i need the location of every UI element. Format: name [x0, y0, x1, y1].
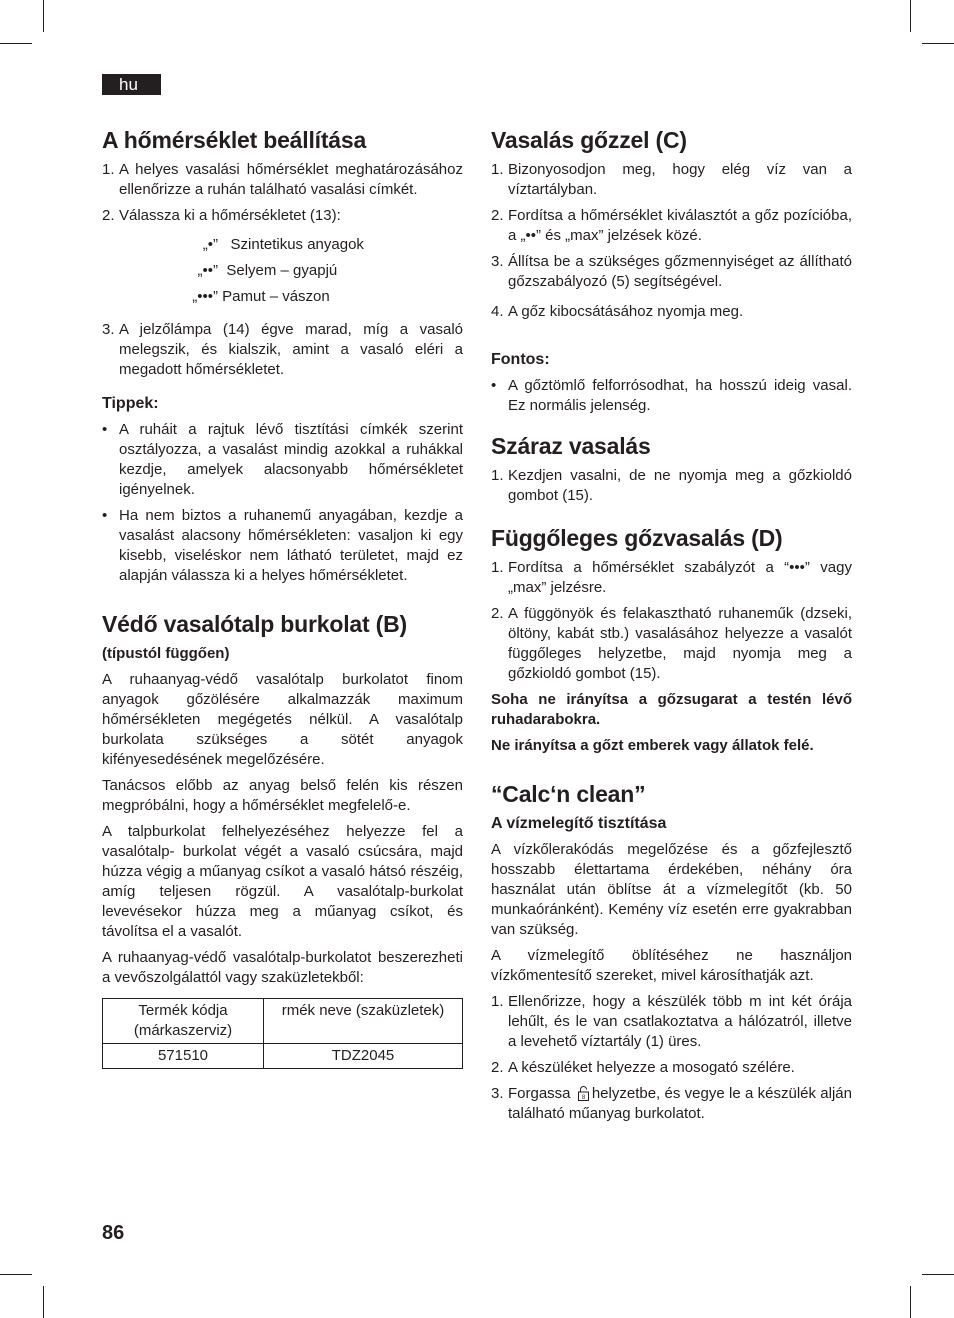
- tips-title: Tippek:: [102, 395, 159, 412]
- crop-mark: [922, 43, 954, 44]
- table-cell: TDZ2045: [264, 1044, 463, 1069]
- section-subtitle: A vízmelegítő tisztítása: [491, 815, 667, 832]
- crop-mark: [0, 43, 32, 44]
- table-header-row: [103, 999, 463, 1044]
- dot-symbol: „••”: [197, 262, 218, 279]
- list-item: 2. A készüléket helyezze a mosogató szélére.: [491, 1059, 795, 1076]
- product-table: [102, 998, 463, 1069]
- paragraph: A vízmelegítő öblítéséhez ne használjon vízkőmentesítő szereket, mivel károsíthatják azt.: [491, 947, 852, 984]
- svg-text:8: 8: [581, 1095, 586, 1101]
- crop-mark: [910, 0, 911, 32]
- setting-row: [102, 258, 463, 284]
- dry-steps: [491, 466, 852, 506]
- left-column: [102, 124, 463, 1069]
- paragraph: A vízkőlerakódás megelőzése és a gőzfejlesztő hosszabb élettartama érdekében, néhány óra használat után öblítse át a vízmelegítőt (kb. 50 munkaóránként). Kemény víz esetén erre gyakrabban van szükség.: [491, 841, 852, 938]
- dot-symbol: „•••”: [192, 288, 218, 305]
- list-item: 2. Fordítsa a hőmérséklet kiválasztót a gőz pozícióba, a „••” és „max” jelzések közé.: [491, 207, 852, 244]
- list-item: • A ruháit a rajtuk lévő tisztítási címkék szerint osztályozza, a vasalást mindig azokkal a ruhákkal kezdje, amelyek alacsonyabb hőmérsékletet igényelnek.: [102, 421, 463, 498]
- list-item: • A gőztömlő felforrósodhat, ha hosszú ideig vasal. Ez normális jelenség.: [491, 377, 852, 414]
- crop-mark: [43, 0, 44, 32]
- temperature-steps: [102, 160, 463, 226]
- unlock-icon: [578, 1086, 589, 1101]
- section-title-temperature: A hőmérséklet beállítása: [102, 127, 367, 153]
- setting-label: Szintetikus anyagok: [230, 236, 364, 253]
- table-row: [103, 1044, 463, 1069]
- setting-row: [102, 284, 463, 310]
- tips-list: [102, 420, 463, 586]
- temperature-steps-cont: [102, 320, 463, 380]
- list-item: 4. A gőz kibocsátásához nyomja meg.: [491, 303, 744, 320]
- warning-text: Ne irányítsa a gőzt emberek vagy állatok felé.: [491, 737, 814, 754]
- paragraph: A ruhaanyag-védő vasalótalp burkolatot finom anyagok gőzölésére alkalmazzák maximum hőmérsékleten megégetés nélkül. A vasalótalp burkolata szükséges a sötét anyagok kifényesedésének megelőzésére.: [102, 671, 463, 768]
- important-list: [491, 376, 852, 416]
- paragraph: A ruhaanyag-védő vasalótalp-burkolatot beszerezheti a vevőszolgálattól vagy szaküzletekből:: [102, 949, 463, 986]
- crop-mark: [922, 1274, 954, 1275]
- calc-clean-steps: [491, 992, 852, 1124]
- crop-mark: [0, 1274, 32, 1275]
- temperature-settings: [102, 232, 463, 310]
- table-header-cell: Termék kódja (márkaszerviz): [103, 999, 264, 1044]
- paragraph: Tanácsos előbb az anyag belső felén kis részen megpróbálni, hogy a hőmérséklet megfelelő-e.: [102, 777, 463, 814]
- list-item: • Ha nem biztos a ruhanemű anyagában, kezdje a vasalást alacsony hőmérsékleten: vasaljon ki egy kisebb, viseléskor nem látható területet, majd ez alapján válassza ki a helyes hőmérsékletet.: [102, 507, 463, 584]
- table-header-cell: rmék neve (szaküzletek): [264, 999, 463, 1044]
- page-number: 86: [102, 1222, 125, 1244]
- list-item: 2. Válassza ki a hőmérsékletet (13):: [102, 207, 341, 224]
- list-item: 1. A helyes vasalási hőmérséklet meghatározásához ellenőrizze a ruhán található vasalási címkét.: [102, 161, 463, 198]
- crop-mark: [43, 1286, 44, 1318]
- list-item: 3. Állítsa be a szükséges gőzmennyiséget az állítható gőzszabályozó (5) segítségével.: [491, 253, 852, 290]
- crop-mark: [910, 1286, 911, 1318]
- list-item: 2. A függönyök és felakasztható ruhaneműk (dzseki, öltöny, kabát stb.) vasalásához helyezze a vasalót függőleges helyzetbe, majd nyomja meg a gőzkioldó gombot (15).: [491, 605, 852, 682]
- section-subtitle: (típustól függően): [102, 645, 230, 662]
- list-item: 1. Kezdjen vasalni, de ne nyomja meg a gőzkioldó gombot (15).: [491, 467, 852, 504]
- section-title-calc-clean: “Calc‘n clean”: [491, 781, 646, 807]
- vertical-steam-steps: [491, 558, 852, 684]
- list-item: 1. Bizonyosodjon meg, hogy elég víz van a víztartályban.: [491, 161, 852, 198]
- list-item: 1. Ellenőrizze, hogy a készülék több m int két órája lehűlt, és le van csatlakoztatva a hálózatról, illetve a levehető víztartály (1) üres.: [491, 993, 852, 1050]
- setting-row: [102, 232, 463, 258]
- section-title-steam-ironing: Vasalás gőzzel (C): [491, 127, 687, 153]
- warning-text: Soha ne irányítsa a gőzsugarat a testén lévő ruhadarabokra.: [491, 691, 852, 728]
- important-title: Fontos:: [491, 351, 550, 368]
- steam-steps: [491, 160, 852, 322]
- section-title-dry-ironing: Száraz vasalás: [491, 433, 651, 459]
- language-badge: hu: [102, 74, 161, 95]
- right-column: [491, 124, 852, 1130]
- section-title-soleplate-cover: Védő vasalótalp burkolat (B): [102, 611, 407, 637]
- setting-label: Pamut – vászon: [222, 288, 330, 305]
- section-title-vertical-steam: Függőleges gőzvasalás (D): [491, 525, 783, 551]
- paragraph: A talpburkolat felhelyezéséhez helyezze fel a vasalótalp- burkolat végét a vasaló csúcsára, majd húzza végig a műanyag csíkot a vasaló hátsó részéig, amíg teljesen rögzül. A vasalótalp-burkolat levevésekor húzza meg a műanyag csíkot, és távolítsa el a vasalót.: [102, 823, 463, 940]
- setting-label: Selyem – gyapjú: [226, 262, 338, 279]
- table-cell: 571510: [103, 1044, 264, 1069]
- list-item: 3. A jelzőlámpa (14) égve marad, míg a vasaló melegszik, és kialszik, amint a vasaló eléri a megadott hőmérsékletet.: [102, 321, 463, 378]
- dot-symbol: „•”: [202, 236, 218, 253]
- list-item: 3. Forgassa 8 helyzetbe, és vegye le a készülék alján található műanyag burkolatot.: [491, 1085, 852, 1122]
- list-item: 1. Fordítsa a hőmérséklet szabályzót a “•••” vagy „max” jelzésre.: [491, 559, 852, 596]
